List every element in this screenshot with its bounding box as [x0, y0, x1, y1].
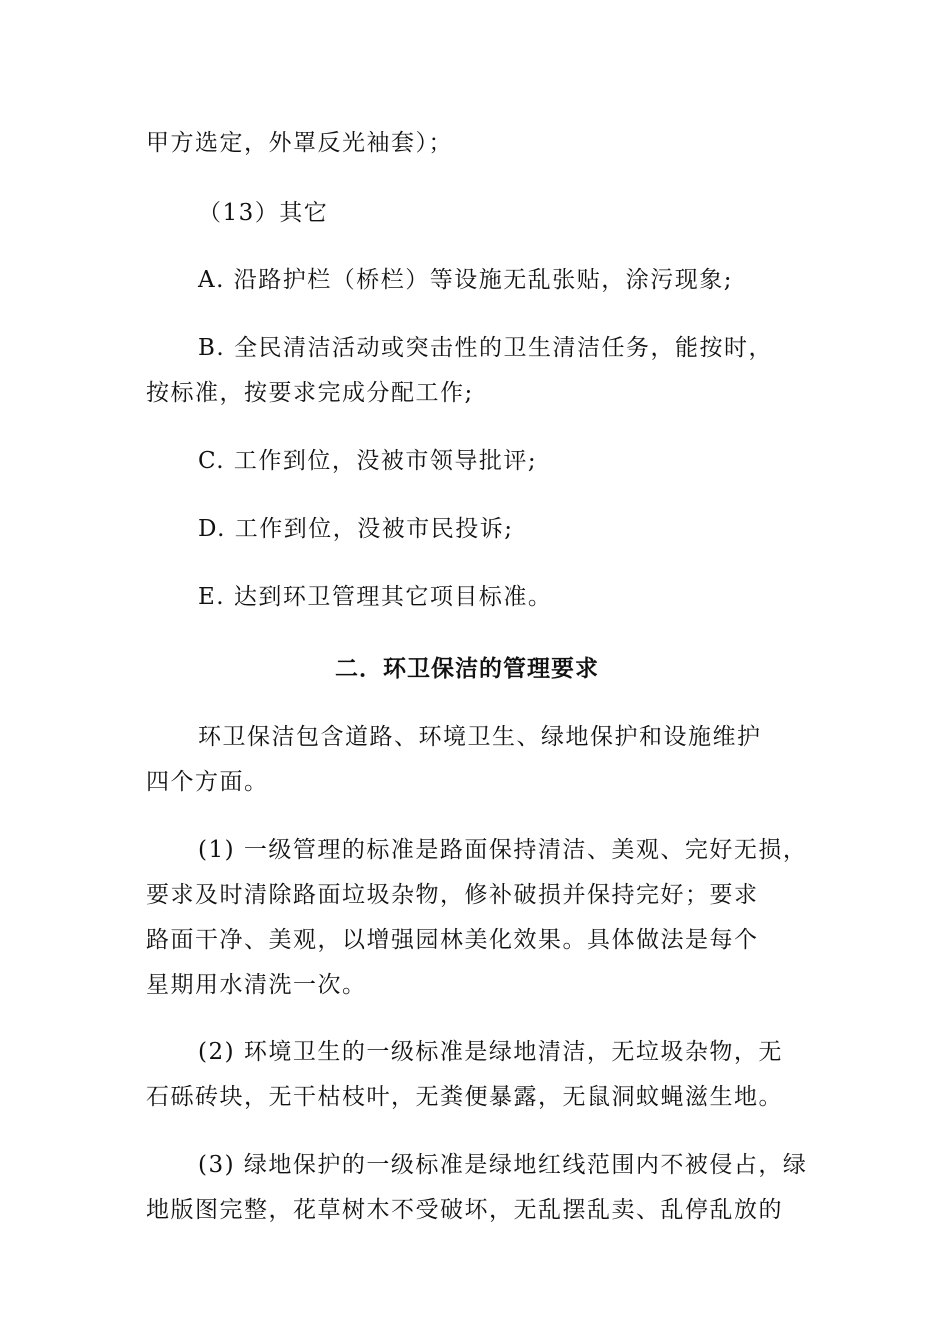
paragraph-1-line-2: 要求及时清除路面垃圾杂物，修补破损并保持完好；要求	[146, 882, 759, 908]
section-heading: 二．环卫保洁的管理要求	[335, 656, 599, 682]
paragraph-1-line-4: 星期用水清洗一次。	[146, 972, 367, 998]
item-d: D. 工作到位，没被市民投诉;	[198, 516, 514, 542]
paragraph-2-line-2: 石砾砖块，无干枯枝叶，无粪便暴露，无鼠洞蚊蝇滋生地。	[146, 1084, 783, 1110]
intro-paragraph-continuation: 四个方面。	[146, 769, 269, 795]
item-b: B. 全民清洁活动或突击性的卫生清洁任务，能按时，	[198, 335, 774, 361]
item-e: E. 达到环卫管理其它项目标准。	[198, 584, 553, 610]
item-a: A. 沿路护栏（桥栏）等设施无乱张贴，涂污现象;	[198, 267, 733, 293]
item-13-heading: （13）其它	[198, 200, 329, 226]
item-c: C. 工作到位，没被市领导批评;	[198, 448, 538, 474]
paragraph-2: (2) 环境卫生的一级标准是绿地清洁，无垃圾杂物，无	[198, 1039, 783, 1065]
text-line-continuation: 甲方选定，外罩反光袖套）；	[146, 130, 453, 156]
paragraph-1-line-3: 路面干净、美观，以增强园林美化效果。具体做法是每个	[146, 927, 759, 953]
paragraph-1: (1) 一级管理的标准是路面保持清洁、美观、完好无损，	[198, 837, 808, 863]
paragraph-3: (3) 绿地保护的一级标准是绿地红线范围内不被侵占，绿	[198, 1152, 808, 1178]
paragraph-3-line-2: 地版图完整，花草树木不受破坏，无乱摆乱卖、乱停乱放的	[146, 1197, 783, 1223]
item-b-continuation: 按标准，按要求完成分配工作;	[146, 380, 474, 406]
intro-paragraph: 环卫保洁包含道路、环境卫生、绿地保护和设施维护	[198, 724, 762, 750]
